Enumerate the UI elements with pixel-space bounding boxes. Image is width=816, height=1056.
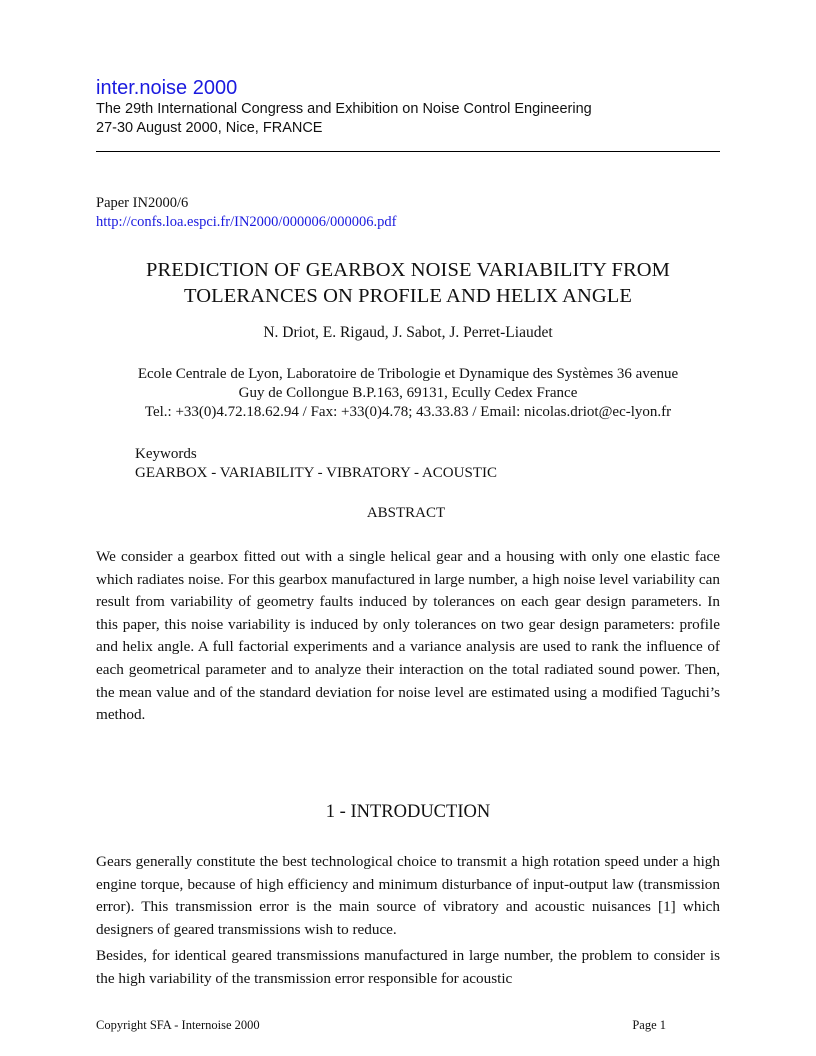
conference-header [96,76,720,138]
footer-copyright: Copyright SFA - Internoise 2000 [96,1018,260,1032]
keywords-label: Keywords [135,446,197,462]
introduction-paragraph-1: Gears generally constitute the best technological choice to transmit a high rotation speed under a high engine torque, because of high efficiency and minimum disturbance of input-output law (transmission error). This transmission error is the main source of vibratory and acoustic nuisances [1] which designers of geared transmissions wish to reduce. [96,853,720,938]
keywords-list: GEARBOX - VARIABILITY - VIBRATORY - ACOUSTIC [135,465,497,481]
paper-authors: N. Driot, E. Rigaud, J. Sabot, J. Perret-Liaudet [263,324,553,341]
paper-url-link[interactable]: http://confs.loa.espci.fr/IN2000/000006/000006.pdf [96,214,397,230]
abstract-heading: ABSTRACT [366,505,446,521]
contact-line: Tel.: +33(0)4.72.18.62.94 / Fax: +33(0)4.78; 43.33.83 / Email: nicolas.driot@ec-lyon.fr [144,404,672,420]
introduction-paragraph-2: Besides, for identical geared transmissions manufactured in large number, the problem to consider is the high variability of the transmission error responsible for acoustic [96,947,720,987]
introduction-heading: 1 - INTRODUCTION [325,802,491,822]
congress-line: The 29th International Congress and Exhibition on Noise Control Engineering [96,101,592,117]
conference-name: inter.noise 2000 [96,77,238,99]
affiliation-line-1: Ecole Centrale de Lyon, Laboratoire de Tribologie et Dynamique des Systèmes 36 avenue [137,366,679,382]
footer-page-number: Page 1 [632,1018,666,1032]
header-divider [96,151,720,152]
author-affiliation [90,365,726,422]
introduction-body [96,851,720,995]
abstract-text: We consider a gearbox fitted out with a single helical gear and a housing with only one elastic face which radiates noise. For this gearbox manufactured in large number, a high noise level variability can result from variability of geometry faults induced by tolerances on each gear design parameters. In this paper, this noise variability is induced by only tolerances on two gear design parameters: profile and helix angle. A full factorial experiments and a variance analysis are used to rank the influence of each geometrical parameter and to analyze their interaction on the total radiated sound power. Then, the mean value and of the standard deviation for noise level are estimated using a modified Taguchi’s method. [96,548,720,724]
paper-id: Paper IN2000/6 [96,195,189,211]
conference-date-location: 27-30 August 2000, Nice, FRANCE [96,120,323,136]
paper-title-line-1: PREDICTION OF GEARBOX NOISE VARIABILITY FROM [146,259,670,281]
paper-title [60,257,756,309]
affiliation-line-2: Guy de Collongue B.P.163, 69131, Ecully Cedex France [238,385,578,401]
keywords-block [135,445,497,483]
paper-info [96,194,396,232]
paper-title-line-2: TOLERANCES ON PROFILE AND HELIX ANGLE [183,285,633,307]
